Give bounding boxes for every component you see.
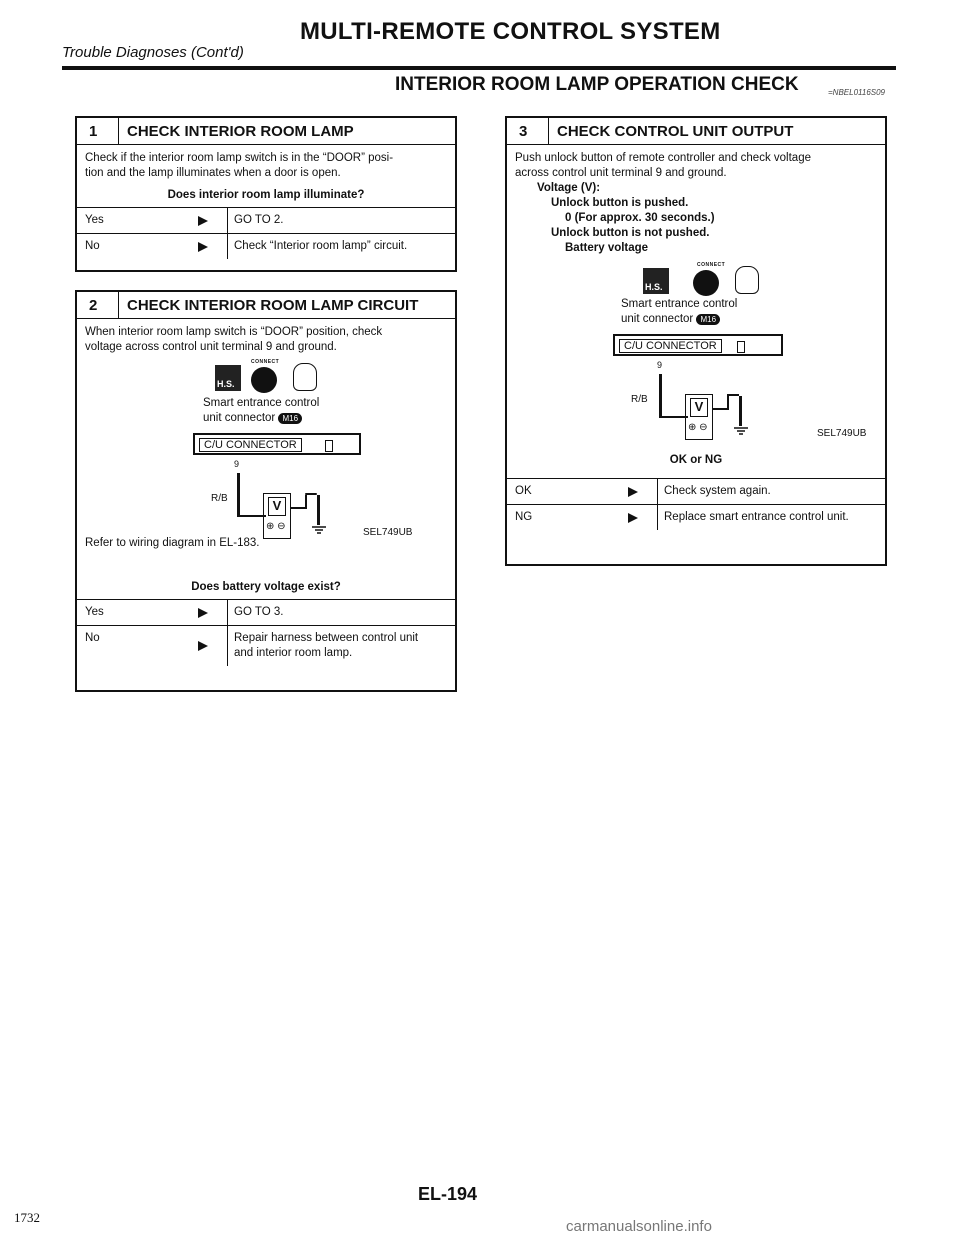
voltmeter-icon: V ⊕ ⊖ <box>685 394 713 440</box>
question: Does interior room lamp illuminate? <box>167 189 365 201</box>
condition: Unlock button is pushed. <box>551 197 689 209</box>
connector-badge: M16 <box>278 413 302 424</box>
step-3-box <box>505 116 887 566</box>
body-text: tion and the lamp illuminates when a door is open. <box>85 167 341 179</box>
step-1-box <box>75 116 457 272</box>
step-2-body <box>77 319 455 359</box>
arrow-right-icon <box>198 608 208 618</box>
connector-plug-icon <box>251 367 277 393</box>
breadcrumb: Trouble Diagnoses (Cont'd) <box>62 44 244 61</box>
answer-action: Check system again. <box>657 479 885 504</box>
condition-value: Battery voltage <box>565 242 649 254</box>
answer-label: NG <box>515 511 533 523</box>
wire-color: R/B <box>211 493 228 504</box>
arrow-right-icon <box>198 242 208 252</box>
answer-label: Yes <box>85 214 104 226</box>
step-title: CHECK CONTROL UNIT OUTPUT <box>557 122 794 140</box>
connector-name: C/U CONNECTOR <box>199 438 302 452</box>
step-number: 2 <box>77 292 119 318</box>
voltmeter-icon: V ⊕ ⊖ <box>263 493 291 539</box>
answer-action: GO TO 2. <box>227 208 455 233</box>
arrow-right-icon <box>198 216 208 226</box>
connector-pin <box>737 341 745 353</box>
answer-action: Repair harness between control unit and interior room lamp. <box>227 626 455 666</box>
step-3-body <box>507 145 885 260</box>
answer-label: Yes <box>85 606 104 618</box>
figure-code: SEL749UB <box>363 527 413 538</box>
connector-badge: M16 <box>696 314 720 325</box>
watermark-text: carmanualsonline.info <box>566 1218 712 1235</box>
reference-code: =NBEL0116S09 <box>828 88 886 97</box>
ignition-key-icon <box>735 266 759 294</box>
hs-icon: H.S. <box>643 268 669 294</box>
answer-label: No <box>85 240 100 252</box>
arrow-right-icon <box>628 513 638 523</box>
condition: Unlock button is not pushed. <box>551 227 710 239</box>
ground-icon <box>312 525 326 535</box>
connector-label: Smart entrance control <box>621 298 738 310</box>
body-text: across control unit terminal 9 and ground. <box>515 167 727 179</box>
terminal-number: 9 <box>234 459 240 469</box>
ignition-key-icon <box>293 363 317 391</box>
step-2-header <box>77 292 455 319</box>
question: Does battery voltage exist? <box>191 581 341 593</box>
connector-pin <box>325 440 333 452</box>
answer-row <box>77 207 455 233</box>
connect-label: CONNECT <box>697 262 726 268</box>
answer-row <box>507 504 885 530</box>
step-1-header <box>77 118 455 145</box>
probe-wire <box>659 374 662 418</box>
step-3-header <box>507 118 885 145</box>
question: OK or NG <box>669 454 723 466</box>
cu-connector <box>613 334 783 356</box>
answer-label: No <box>85 632 100 644</box>
step-number: 1 <box>77 118 119 144</box>
body-text: When interior room lamp switch is “DOOR” position, check <box>85 326 383 338</box>
answer-row <box>77 599 455 625</box>
page-number: EL-194 <box>418 1184 478 1204</box>
ground-icon <box>734 426 748 436</box>
connect-label: CONNECT <box>251 359 280 365</box>
step-1-body <box>77 145 455 185</box>
page-title: MULTI-REMOTE CONTROL SYSTEM <box>300 18 721 45</box>
step-title: CHECK INTERIOR ROOM LAMP CIRCUIT <box>127 296 419 314</box>
body-text: Push unlock button of remote controller and check voltage <box>515 152 811 164</box>
connector-label: Smart entrance control <box>203 397 320 409</box>
connector-name: C/U CONNECTOR <box>619 339 722 353</box>
reference-text: Refer to wiring diagram in EL-183. <box>85 537 260 549</box>
hs-icon: H.S. <box>215 365 241 391</box>
cu-connector <box>193 433 361 455</box>
connector-label: unit connector M16 <box>203 412 302 424</box>
header-rule <box>62 66 896 70</box>
answer-row <box>77 233 455 259</box>
answer-action: Check “Interior room lamp” circuit. <box>227 234 455 259</box>
answer-action: Replace smart entrance control unit. <box>657 505 885 530</box>
step-number: 3 <box>507 118 549 144</box>
condition-value: 0 (For approx. 30 seconds.) <box>565 212 715 224</box>
probe-wire <box>237 473 240 517</box>
ground-probe <box>739 396 742 426</box>
voltage-title: Voltage (V): <box>537 182 601 194</box>
body-text: voltage across control unit terminal 9 and ground. <box>85 341 337 353</box>
ground-probe <box>317 495 320 525</box>
step-title: CHECK INTERIOR ROOM LAMP <box>127 122 354 140</box>
step-2-box <box>75 290 457 692</box>
test-diagram <box>77 359 455 577</box>
answer-label: OK <box>515 485 532 497</box>
answer-row <box>507 478 885 504</box>
connector-label: unit connector M16 <box>621 313 720 325</box>
wire-color: R/B <box>631 394 648 405</box>
answer-action: GO TO 3. <box>227 600 455 625</box>
figure-code: SEL749UB <box>817 428 867 439</box>
terminal-number: 9 <box>657 360 663 370</box>
connector-plug-icon <box>693 270 719 296</box>
arrow-right-icon <box>628 487 638 497</box>
arrow-right-icon <box>198 641 208 651</box>
test-diagram <box>507 260 885 478</box>
body-text: Check if the interior room lamp switch is in the “DOOR” posi- <box>85 152 394 164</box>
answer-row <box>77 625 455 666</box>
side-page-number: 1732 <box>14 1210 40 1225</box>
section-title: INTERIOR ROOM LAMP OPERATION CHECK <box>395 74 799 95</box>
